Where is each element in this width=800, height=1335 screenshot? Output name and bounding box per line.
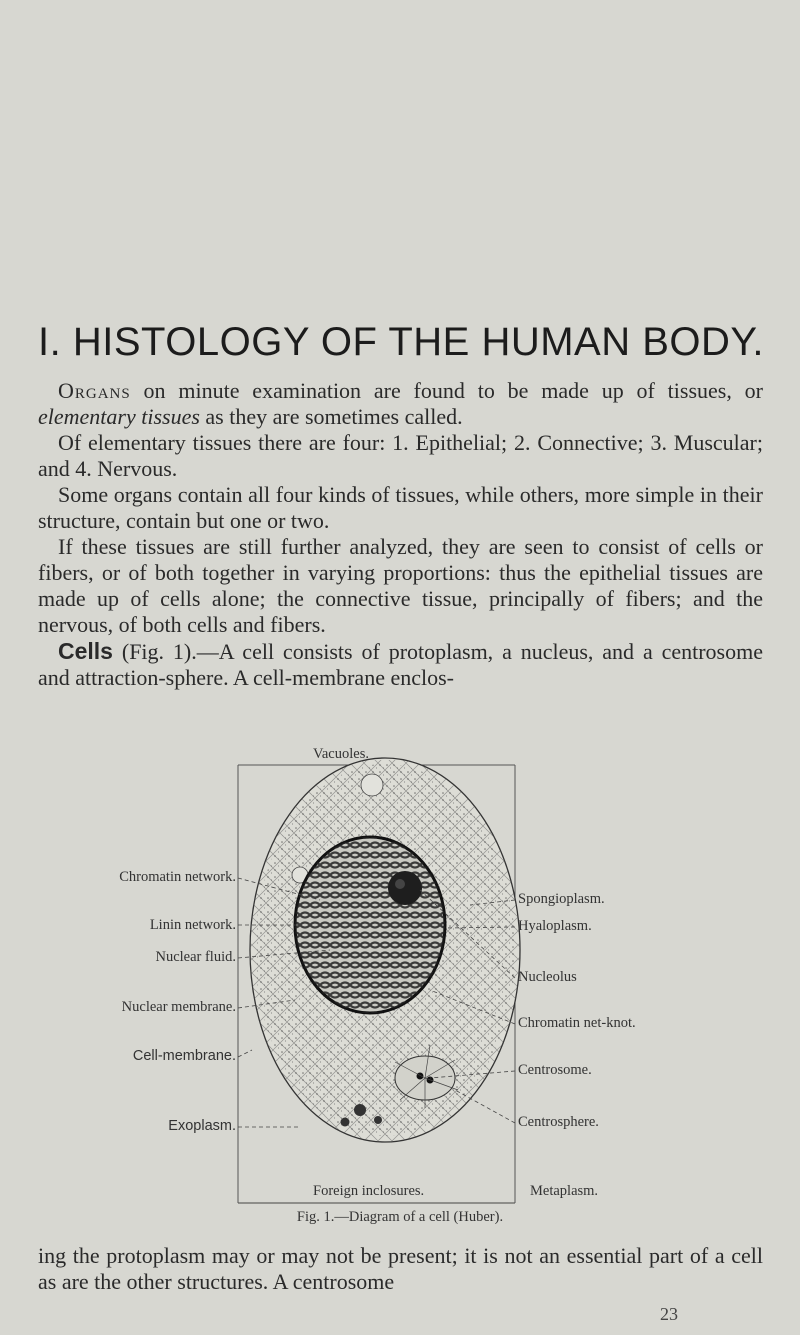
- italic-term: elementary tissues: [38, 404, 200, 429]
- paragraph-text: as they are sometimes called.: [199, 404, 463, 429]
- label-linin-network: Linin network.: [149, 917, 236, 933]
- paragraph-text: (Fig. 1).—A cell consists of protoplasm, a nucleus, and a centrosome and attraction-sphere. A cell-membrane enclos-: [38, 639, 763, 690]
- label-cell-membrane: Cell-membrane.: [132, 1048, 236, 1064]
- paragraph-continuation: ing the protoplasm may or may not be present; it is not an essential part of a cell as are the other structures. A centrosome: [38, 1243, 763, 1294]
- label-vacuoles: Vacuoles.: [313, 746, 369, 762]
- label-hyaloplasm: Hyaloplasm.: [518, 918, 592, 934]
- centrosome: [417, 1073, 424, 1080]
- label-nuclear-membrane: Nuclear membrane.: [121, 999, 236, 1015]
- label-chromatin-network: Chromatin network.: [119, 869, 236, 885]
- foreign-inclosure: [354, 1104, 366, 1116]
- label-foreign-inclosures: Foreign inclosures.: [313, 1183, 425, 1199]
- label-nuclear-fluid: Nuclear fluid.: [155, 949, 236, 965]
- paragraph-text: on minute examination are found to be made up of tissues, or: [130, 378, 763, 403]
- paragraph-analysis: If these tissues are still further analyzed, they are seen to consist of cells or fibers, or of both together in varying proportions: thus the epithelial tissues are made up of cells alone; the connective tissue, principally of fibers; and the nervous, of both cells and fibers.: [38, 534, 763, 637]
- lead-word: Organs: [58, 378, 131, 403]
- section-heading-cells: Cells: [58, 638, 113, 664]
- nucleolus: [388, 871, 422, 905]
- paragraph-some-organs: Some organs contain all four kinds of tissues, while others, more simple in their structure, contain but one or two.: [38, 482, 763, 533]
- label-exoplasm: Exoplasm.: [168, 1118, 236, 1134]
- figure-caption: Fig. 1.—Diagram of a cell (Huber).: [296, 1209, 504, 1225]
- label-centrosome: Centrosome.: [518, 1062, 592, 1078]
- chapter-title: I. HISTOLOGY OF THE HUMAN BODY.: [38, 320, 765, 364]
- label-spongioplasm: Spongioplasm.: [518, 891, 605, 907]
- label-nucleolus: Nucleolus: [518, 969, 577, 985]
- continuation-text: [38, 1243, 763, 1295]
- foreign-inclosure: [374, 1116, 382, 1124]
- page-number: 23: [660, 1304, 678, 1324]
- label-metaplasm: Metaplasm.: [530, 1183, 599, 1199]
- vacuole: [361, 774, 383, 796]
- label-centrosphere: Centrosphere.: [518, 1114, 599, 1130]
- label-chromatin-net-knot: Chromatin net-knot.: [518, 1015, 636, 1031]
- paragraph-elementary-tissues: Of elementary tissues there are four: 1. Epithelial; 2. Connective; 3. Muscular; and 4. Nervous.: [38, 430, 763, 481]
- foreign-inclosure: [341, 1118, 350, 1127]
